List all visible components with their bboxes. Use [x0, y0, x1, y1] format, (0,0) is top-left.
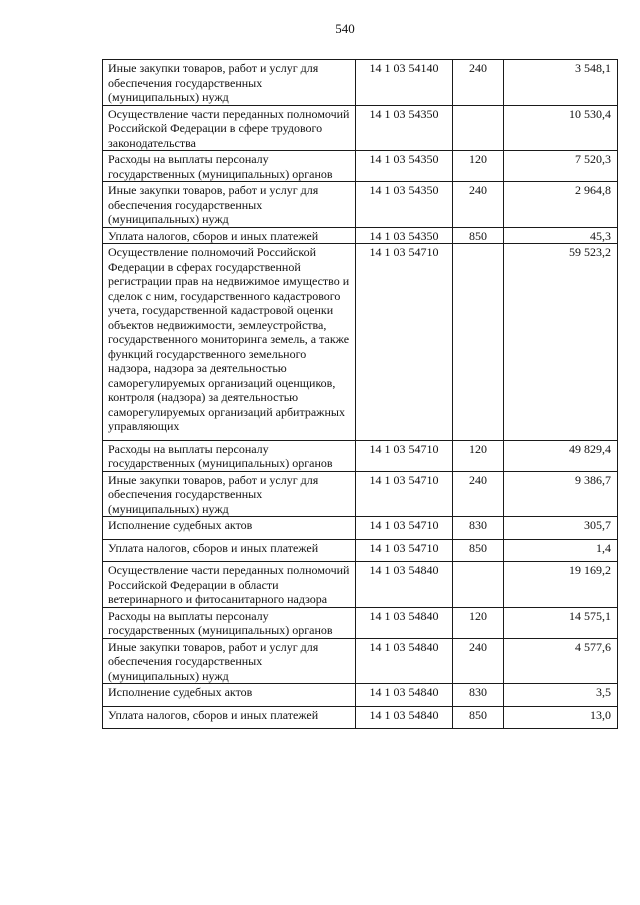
table-row — [103, 539, 618, 562]
table-row — [103, 517, 618, 540]
budget-code: 14 1 03 54840 — [356, 607, 453, 638]
expense-type: 120 — [453, 440, 504, 471]
expense-type: 240 — [453, 638, 504, 684]
expense-type: 240 — [453, 471, 504, 517]
amount: 7 520,3 — [504, 151, 618, 182]
table-row — [103, 638, 618, 684]
table-row — [103, 105, 618, 151]
budget-code: 14 1 03 54840 — [356, 684, 453, 707]
expense-type — [453, 244, 504, 441]
table-row — [103, 562, 618, 608]
amount: 49 829,4 — [504, 440, 618, 471]
table-row — [103, 60, 618, 106]
expense-type: 120 — [453, 151, 504, 182]
expense-name: Исполнение судебных актов — [103, 517, 356, 540]
amount: 2 964,8 — [504, 182, 618, 228]
expense-name: Уплата налогов, сборов и иных платежей — [103, 539, 356, 562]
expense-type: 240 — [453, 60, 504, 106]
amount: 1,4 — [504, 539, 618, 562]
table-row — [103, 244, 618, 441]
expense-name: Иные закупки товаров, работ и услуг для обеспечения государственных (муниципальных) нужд — [103, 638, 356, 684]
budget-code: 14 1 03 54350 — [356, 151, 453, 182]
expense-type: 240 — [453, 182, 504, 228]
budget-code: 14 1 03 54840 — [356, 638, 453, 684]
expense-type: 850 — [453, 706, 504, 729]
expense-type: 830 — [453, 684, 504, 707]
amount: 10 530,4 — [504, 105, 618, 151]
budget-code: 14 1 03 54710 — [356, 440, 453, 471]
budget-code: 14 1 03 54710 — [356, 517, 453, 540]
budget-code: 14 1 03 54140 — [356, 60, 453, 106]
amount: 9 386,7 — [504, 471, 618, 517]
expense-type — [453, 105, 504, 151]
expense-name: Расходы на выплаты персоналу государственных (муниципальных) органов — [103, 440, 356, 471]
budget-code: 14 1 03 54350 — [356, 182, 453, 228]
expense-type: 850 — [453, 539, 504, 562]
table-row — [103, 151, 618, 182]
budget-code: 14 1 03 54840 — [356, 706, 453, 729]
expense-type: 830 — [453, 517, 504, 540]
expense-name: Уплата налогов, сборов и иных платежей — [103, 706, 356, 729]
amount: 45,3 — [504, 227, 618, 244]
expense-name: Исполнение судебных актов — [103, 684, 356, 707]
budget-code: 14 1 03 54710 — [356, 244, 453, 441]
budget-code: 14 1 03 54350 — [356, 105, 453, 151]
expense-name: Расходы на выплаты персоналу государственных (муниципальных) органов — [103, 607, 356, 638]
expense-type — [453, 562, 504, 608]
table-row — [103, 706, 618, 729]
expense-type: 850 — [453, 227, 504, 244]
expense-name: Иные закупки товаров, работ и услуг для обеспечения государственных (муниципальных) нужд — [103, 471, 356, 517]
table-row — [103, 471, 618, 517]
expense-name: Расходы на выплаты персоналу государственных (муниципальных) органов — [103, 151, 356, 182]
amount: 3 548,1 — [504, 60, 618, 106]
page-number: 540 — [335, 21, 355, 36]
expense-name: Уплата налогов, сборов и иных платежей — [103, 227, 356, 244]
amount: 59 523,2 — [504, 244, 618, 441]
amount: 3,5 — [504, 684, 618, 707]
expense-name: Иные закупки товаров, работ и услуг для обеспечения государственных (муниципальных) нужд — [103, 182, 356, 228]
budget-code: 14 1 03 54840 — [356, 562, 453, 608]
budget-table — [102, 59, 618, 729]
expense-type: 120 — [453, 607, 504, 638]
expense-name: Иные закупки товаров, работ и услуг для обеспечения государственных (муниципальных) нужд — [103, 60, 356, 106]
amount: 14 575,1 — [504, 607, 618, 638]
budget-code: 14 1 03 54710 — [356, 471, 453, 517]
amount: 19 169,2 — [504, 562, 618, 608]
amount: 13,0 — [504, 706, 618, 729]
expense-name: Осуществление части переданных полномочий Российской Федерации в области ветеринарного и фитосанитарного надзора — [103, 562, 356, 608]
expense-name: Осуществление части переданных полномочий Российской Федерации в сфере трудового законодательства — [103, 105, 356, 151]
table-row — [103, 182, 618, 228]
table-row — [103, 227, 618, 244]
amount: 305,7 — [504, 517, 618, 540]
budget-code: 14 1 03 54710 — [356, 539, 453, 562]
expense-name: Осуществление полномочий Российской Федерации в сферах государственной регистрации прав на недвижимое имущество и сделок с ним, государственного кадастрового учета, государственной кадастровой оценки объектов недвижимости, землеустройства, государственного мониторинга земель, а также функций государственного земельного надзора, надзора за деятельностью саморегулируемых организаций оценщиков, контроля (надзора) за деятельностью саморегулируемых организаций арбитражных управляющих — [103, 244, 356, 441]
budget-code: 14 1 03 54350 — [356, 227, 453, 244]
table-row — [103, 440, 618, 471]
amount: 4 577,6 — [504, 638, 618, 684]
table-row — [103, 684, 618, 707]
table-row — [103, 607, 618, 638]
